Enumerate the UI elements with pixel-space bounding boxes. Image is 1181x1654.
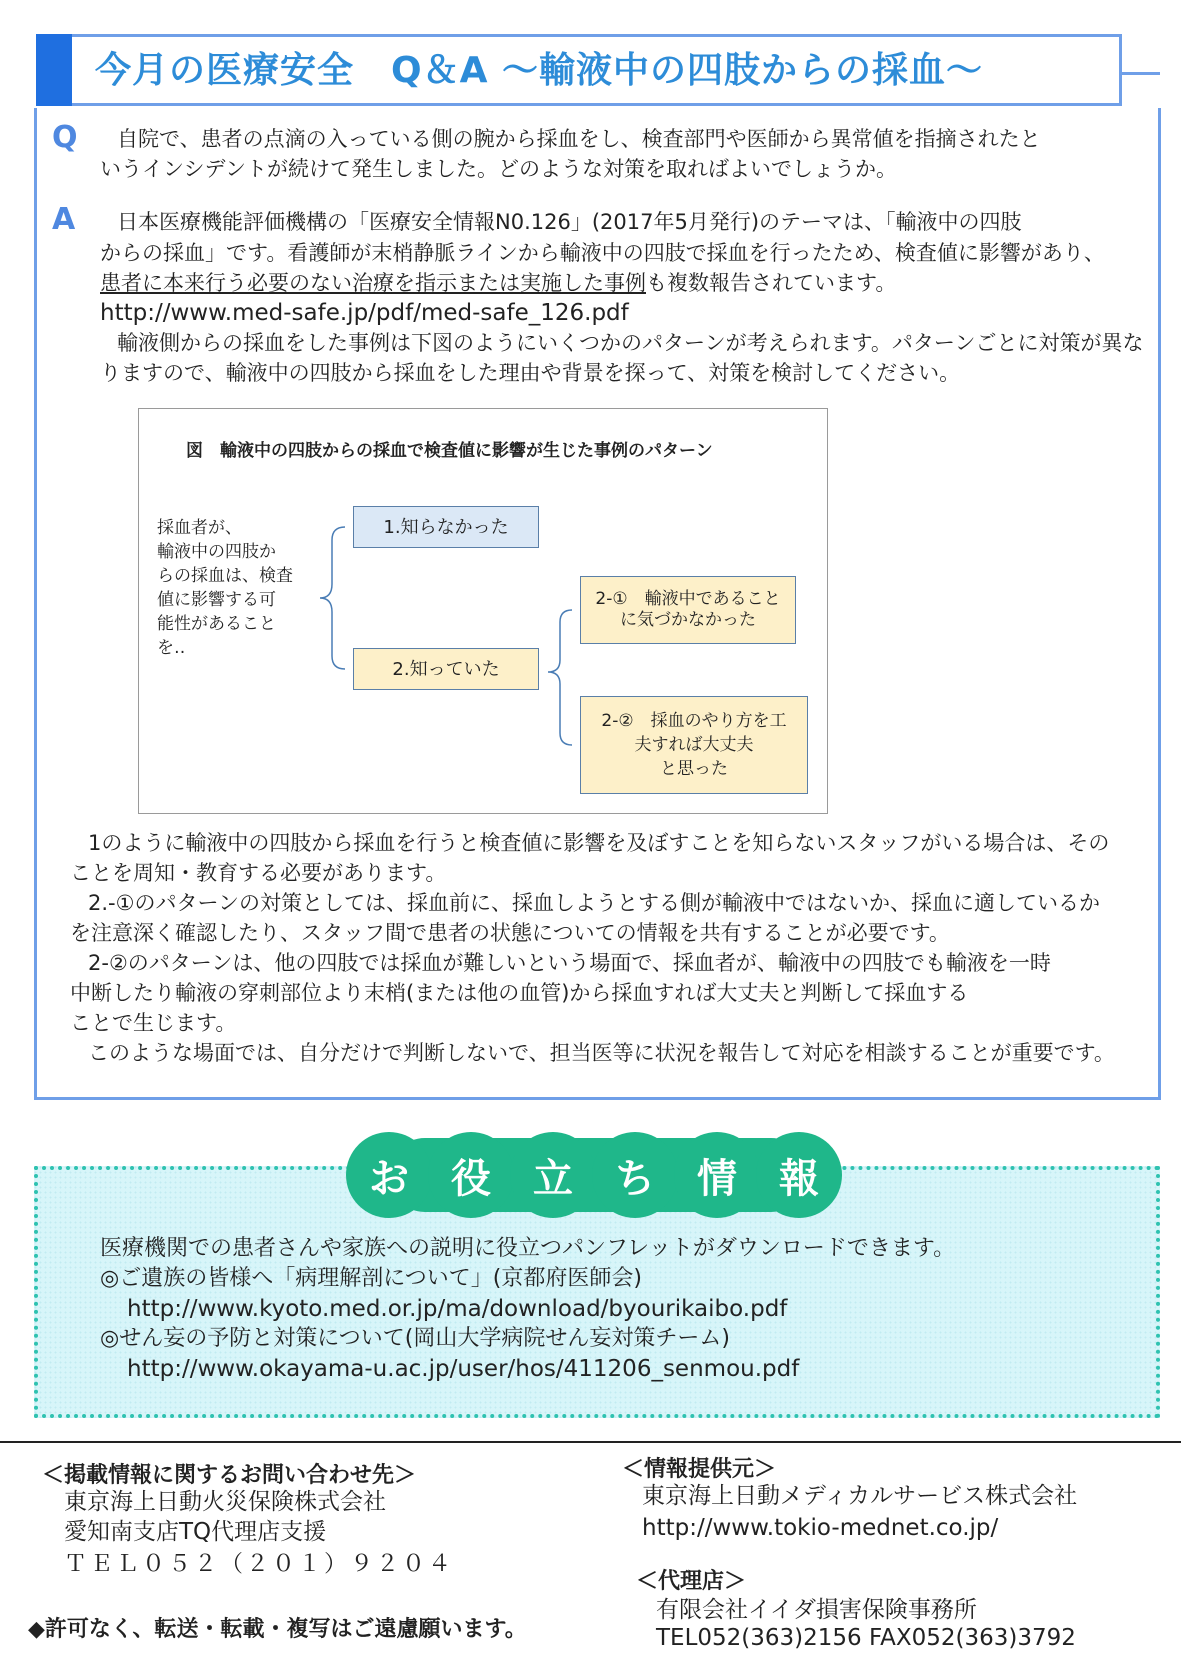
bracket-left xyxy=(320,527,345,669)
explanation-line-3: 2.-①のパターンの対策としては、採血前に、採血しようとする側が輸液中ではないか、採血に適しているか xyxy=(88,891,1101,915)
useful-info-heading-char: 立 xyxy=(510,1132,596,1218)
pattern-box-2-1-line: に気づかなかった xyxy=(619,610,756,630)
answer-url[interactable]: http://www.med-safe.jp/pdf/med-safe_126.pdf xyxy=(100,300,629,326)
diagram-left-line: 採血者が、 xyxy=(157,518,242,538)
pattern-box-2-2-line: と思った xyxy=(659,759,728,779)
provider-url[interactable]: http://www.tokio-mednet.co.jp/ xyxy=(642,1515,999,1541)
info-link-okayama[interactable]: http://www.okayama-u.ac.jp/user/hos/411206_senmou.pdf xyxy=(127,1356,800,1382)
answer-line-1: 日本医療機能評価機構の「医療安全情報N0.126」(2017年5月発行)のテーマは、「輸液中の四肢 xyxy=(117,210,1022,234)
useful-info-heading-char: 報 xyxy=(756,1132,842,1218)
agent-company: 有限会社イイダ損害保険事務所 xyxy=(656,1597,977,1623)
contact-tel: ＴＥＬ０５２（２０１）９２０４ xyxy=(64,1551,454,1577)
explanation-line-2: ことを周知・教育する必要があります。 xyxy=(70,861,447,885)
contact-company: 東京海上日動火災保険株式会社 xyxy=(64,1489,386,1515)
explanation-line-5: 2-②のパターンは、他の四肢では採血が難しいという場面で、採血者が、輸液中の四肢でも輸液を一時 xyxy=(88,951,1051,975)
answer-line-4: 輸液側からの採血をした事例は下図のようにいくつかのパターンが考えられます。パターンごとに対策が異な xyxy=(117,331,1144,355)
contact-branch: 愛知南支店TQ代理店支援 xyxy=(64,1519,327,1545)
info-intro: 医療機関での患者さんや家族への説明に役立つパンフレットがダウンロードできます。 xyxy=(100,1236,956,1261)
question-line-1: 自院で、患者の点滴の入っている側の腕から採血をし、検査部門や医師から異常値を指摘されたと xyxy=(117,127,1041,151)
info-item-kyoto: ◎ご遺族の皆様へ「病理解剖について」(京都府医師会) xyxy=(100,1266,642,1291)
pattern-box-2-2-line: 夫すれば大丈夫 xyxy=(634,735,754,755)
answer-line-5: りますので、輸液中の四肢から採血をした理由や背景を探って、対策を検討してください。 xyxy=(100,361,961,385)
provider-heading: ＜情報提供元＞ xyxy=(622,1457,777,1482)
explanation-line-4: を注意深く確認したり、スタッフ間で患者の状態についての情報を共有することが必要です。 xyxy=(70,921,950,945)
question-line-2: いうインシデントが続けて発生しました。どのような対策を取ればよいでしょうか。 xyxy=(100,157,898,181)
diagram-left-line: を‥ xyxy=(157,638,186,658)
pattern-box-2-1 xyxy=(580,576,796,644)
answer-mark: A xyxy=(52,202,76,237)
explanation-line-7: ことで生じます。 xyxy=(70,1011,237,1035)
useful-info-heading-char: お xyxy=(346,1132,432,1218)
answer-underlined-phrase: 患者に本来行う必要のない治療を指示または実施した事例 xyxy=(100,271,646,295)
pattern-box-2-2 xyxy=(580,696,808,794)
explanation-line-1: 1のように輸液中の四肢から採血を行うと検査値に影響を及ぼすことを知らないスタッフがいる場合は、その xyxy=(88,831,1110,855)
pattern-box-2-1-line: 2‐① 輸液中であること xyxy=(595,589,781,609)
diagram-left-line: 値に影響する可 xyxy=(157,590,276,610)
agent-tel-fax: TEL052(363)2156 FAX052(363)3792 xyxy=(656,1625,1076,1651)
diagram-title: 図 輸液中の四肢からの採血で検査値に影響が生じた事例のパターン xyxy=(186,441,713,461)
bracket-right xyxy=(548,610,572,745)
useful-info-heading-char: 役 xyxy=(428,1132,514,1218)
page-title: 今月の医療安全 Q＆A ～輸液中の四肢からの採血～ xyxy=(95,50,983,91)
agent-heading: ＜代理店＞ xyxy=(636,1569,747,1594)
diagram-left-line: らの採血は、検査 xyxy=(157,566,293,586)
useful-info-heading-char: ち xyxy=(592,1132,678,1218)
info-link-kyoto[interactable]: http://www.kyoto.med.or.jp/ma/download/byourikaibo.pdf xyxy=(127,1296,788,1322)
pattern-box-knew: 2.知っていた xyxy=(353,648,539,690)
diagram-left-line: 輸液中の四肢か xyxy=(157,542,276,562)
answer-line-3-rest: も複数報告されています。 xyxy=(646,271,897,295)
useful-info-heading-char: 情 xyxy=(674,1132,760,1218)
footer-divider xyxy=(0,1441,1181,1443)
pattern-box-2-2-line: 2‐② 採血のやり方を工 xyxy=(601,711,787,731)
provider-company: 東京海上日動メディカルサービス株式会社 xyxy=(642,1483,1078,1509)
info-item-okayama: ◎せん妄の予防と対策について(岡山大学病院せん妄対策チーム) xyxy=(100,1326,730,1351)
pattern-box-didnt-know: 1.知らなかった xyxy=(353,506,539,548)
question-mark: Q xyxy=(52,120,78,155)
diagram-left-line: 能性があること xyxy=(157,614,276,634)
answer-line-2: からの採血」です。看護師が末梢静脈ラインから輸液中の四肢で採血を行ったため、検査値に影響があり、 xyxy=(100,241,1105,265)
contact-heading: ＜掲載情報に関するお問い合わせ先＞ xyxy=(42,1463,417,1488)
copy-notice: ◆許可なく、転送・転載・複写はご遠慮願います。 xyxy=(28,1617,527,1642)
explanation-line-6: 中断したり輸液の穿刺部位より末梢(または他の血管)から採血すれば大丈夫と判断して採血する xyxy=(70,981,969,1005)
explanation-line-8: このような場面では、自分だけで判断しないで、担当医等に状況を報告して対応を相談することが重要です。 xyxy=(88,1041,1115,1065)
